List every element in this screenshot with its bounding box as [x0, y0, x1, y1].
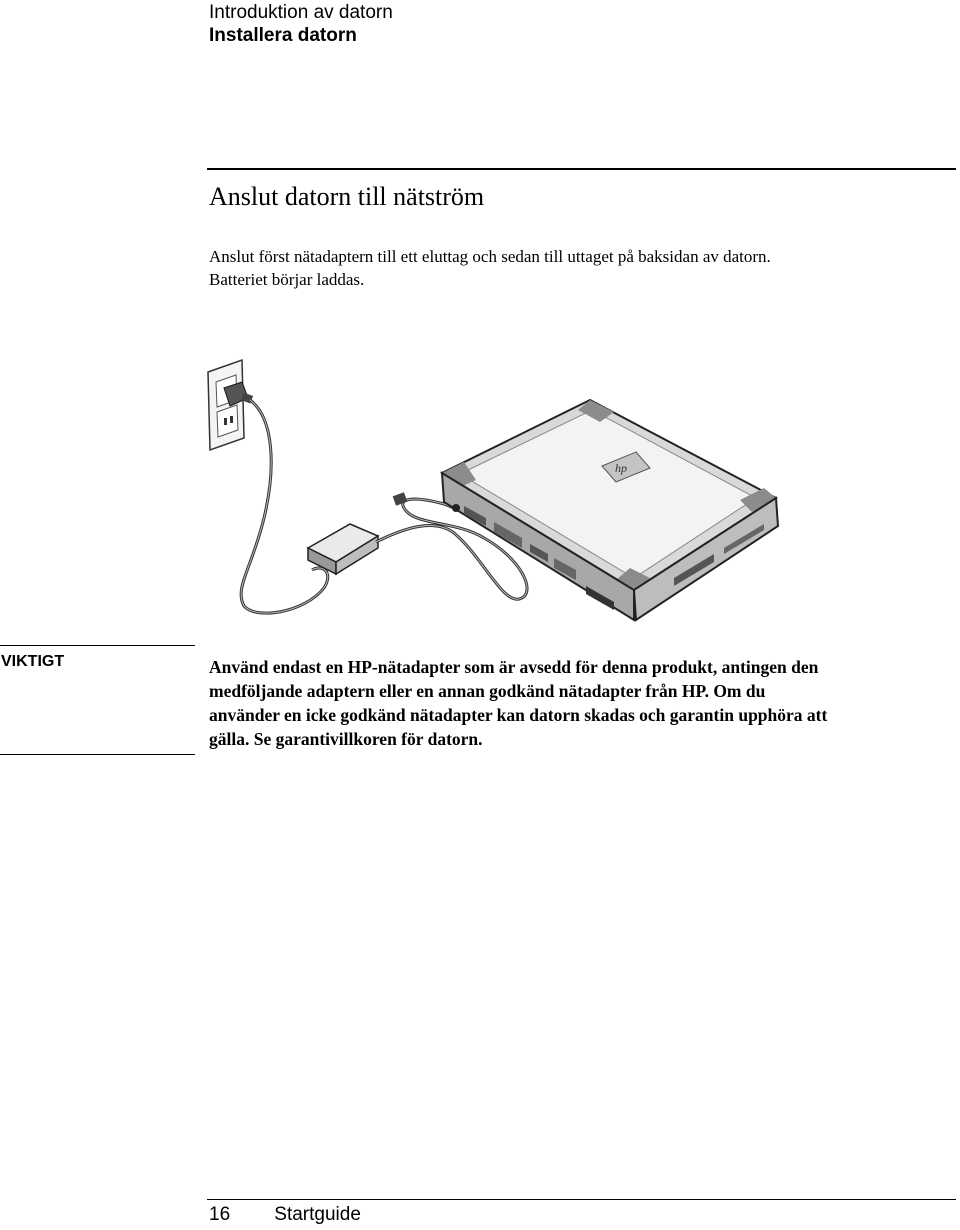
note-text: [209, 655, 949, 751]
laptop-icon: [442, 400, 778, 620]
intro-paragraph: [209, 245, 909, 291]
note-line: medföljande adaptern eller en annan godkänd nätadapter från HP. Om du: [209, 681, 766, 701]
running-header: [209, 2, 393, 48]
page-heading: Anslut datorn till nätström: [209, 182, 485, 211]
note-line: gälla. Se garantivillkoren för datorn.: [209, 729, 483, 749]
intro-line: Batteriet börjar laddas.: [209, 270, 365, 289]
footer-title: Startguide: [274, 1204, 361, 1225]
chapter-title: Introduktion av datorn: [209, 2, 393, 23]
wall-outlet-icon: [208, 360, 244, 450]
note-line: Använd endast en HP-nätadapter som är avsedd för denna produkt, antingen den: [209, 657, 819, 677]
note-rule-top: [0, 645, 195, 646]
laptop-power-adapter-illustration: [204, 358, 784, 636]
section-title: Installera datorn: [209, 25, 357, 46]
page-number: 16: [209, 1204, 231, 1225]
intro-line: Anslut först nätadaptern till ett eluttag och sedan till uttaget på baksidan av datorn.: [209, 247, 771, 266]
heading-rule: [207, 168, 956, 170]
note-rule-bottom: [0, 754, 195, 755]
page-footer: [209, 1204, 361, 1226]
ac-adapter-icon: [308, 524, 378, 574]
footer-rule: [207, 1199, 956, 1200]
note-line: använder en icke godkänd nätadapter kan datorn skadas och garantin upphöra att: [209, 705, 828, 725]
hp-logo: hp: [615, 461, 627, 475]
note-label: VIKTIGT: [1, 653, 65, 670]
